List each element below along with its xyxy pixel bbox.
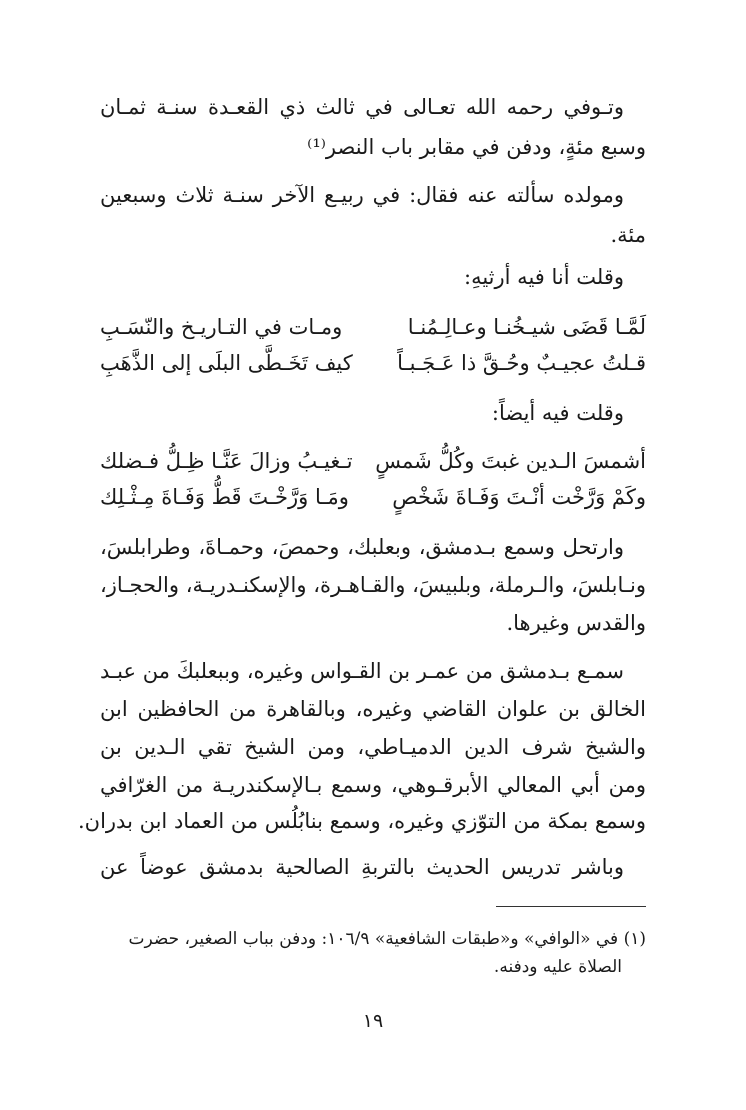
footnote-line: الصلاة عليه ودفنه. (493, 957, 622, 977)
text-line: وباشر تدريس الحديث بالتربةِ الصالحية بدمشق عوضاً عن (100, 855, 624, 879)
text-line: والقدس وغيرها. (506, 611, 646, 635)
text-line: وسمع بمكة من التوّزي وغيره، وسمع بنابُلُس من العماد ابن بدران. (77, 809, 646, 833)
text-line: ومولده سألته عنه فقال: في ربيـع الآخر سنـة ثلاث وسبعين (100, 183, 624, 207)
poem-intro: وقلت أنا فيه أرثيهِ: (464, 265, 624, 289)
text-line: سمـع بـدمشق من عمـر بن القـواس وغيره، وببعلبكَ من عبـد (100, 659, 624, 683)
verse-second-hemistich: تـغيـبُ وزالَ عَنَّـا ظِـلُّ فـضلك (100, 449, 353, 473)
text-line: والشيخ شرف الدين الدميـاطي، ومن الشيخ تقي الـدين بن (100, 735, 646, 759)
text-line: وسبع مئةٍ، ودفن في مقابر باب النصر⁽¹⁾ (307, 135, 646, 159)
verse-first-hemistich: لَمَّـا قَضَى شيـخُنـا وعـالِـمُنـا (407, 315, 646, 339)
text-line: ومن أبي المعالي الأبرقـوهي، وسمع بـالإسكندريـة من الغرّافي (100, 773, 646, 797)
verse-first-hemistich: وكَمْ وَرَّخْت أنْـتَ وَفَـاةَ شَخْصٍ (392, 485, 646, 509)
verse-second-hemistich: كيف تَخَـطَّى البلَى إلى الذَّهَبِ (100, 351, 353, 375)
verse-second-hemistich: ومـات في التـاريـخ والنّسَـبِ (100, 315, 343, 339)
verse-first-hemistich: أشمسَ الـدين غبتَ وكُلُّ شَمسٍ (375, 449, 646, 473)
text-line: وتـوفي رحمه الله تعـالى في ثالث ذي القعـدة سنـة ثمـان (100, 95, 624, 119)
text-line: ونـابلسَ، والـرملة، وبلبيسَ، والقـاهـرة، والإسكنـدريـة، والحجـاز، (100, 573, 646, 597)
verse-second-hemistich: ومَـا وَرَّخْـتَ قَطُّ وَفَـاةَ مِـثْـلِك (100, 485, 349, 509)
footnote-line: (١) في «الوافي» و«طبقات الشافعية» ١٠٦/٩: ودفن بباب الصغير، حضرت (128, 929, 646, 949)
text-line: مئة. (610, 223, 646, 247)
verse-first-hemistich: قـلتُ عجيـبٌ وحُـقَّ ذا عَـجَـبـاً (397, 351, 646, 375)
poem-intro: وقلت فيه أيضاً: (491, 401, 624, 425)
page-number: ١٩ (362, 1010, 384, 1032)
footnote-divider (496, 906, 646, 907)
text-line: وارتحل وسمع بـدمشق، وبعلبك، وحمصَ، وحمـاةَ، وطرابلسَ، (100, 535, 624, 559)
text-line: الخالق بن علوان القاضي وغيره، وبالقاهرة من الحافظين ابن (100, 697, 646, 721)
